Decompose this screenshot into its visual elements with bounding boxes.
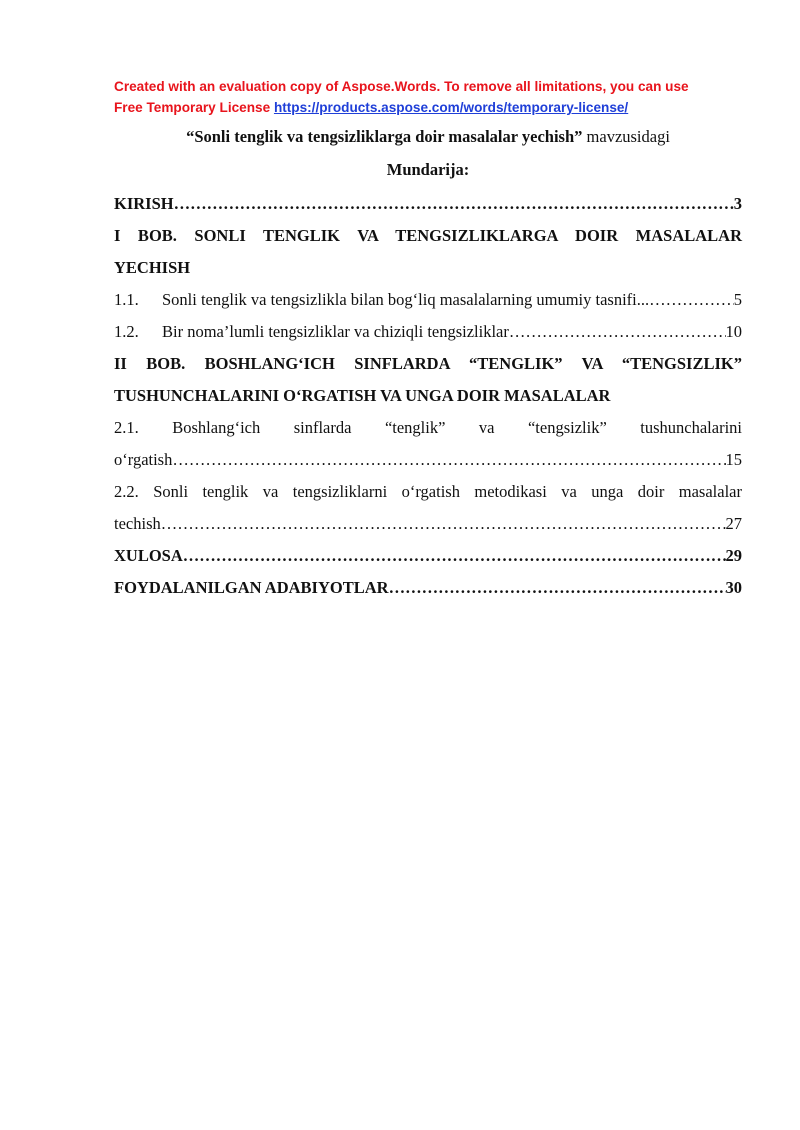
temporary-license-link[interactable]: https://products.aspose.com/words/temporary-license/ bbox=[273, 100, 629, 115]
subject-title: “Sonli tenglik va tengsizliklarga doir masalalar yechish” bbox=[186, 127, 583, 146]
toc-page-number: 10 bbox=[725, 322, 742, 341]
document-page bbox=[114, 76, 742, 604]
toc-section-2-2-line1: 2.2. Sonli tenglik va tengsizliklarni o‘rgatish metodikasi va unga doir masalalar bbox=[114, 482, 742, 501]
toc-section-2-1-line2 bbox=[114, 444, 742, 476]
toc-section-number: 1.1. bbox=[114, 290, 139, 309]
evaluation-notice-line2 bbox=[114, 97, 742, 118]
contents-heading: Mundarija: bbox=[386, 160, 470, 179]
toc-entry-label: Sonli tenglik va tengsizlikla bilan bog‘liq masalalarning umumiy tasnifi... bbox=[162, 290, 650, 309]
toc-dot-leader bbox=[174, 188, 734, 220]
evaluation-notice bbox=[114, 76, 742, 118]
toc-section-number: 1.2. bbox=[114, 322, 139, 341]
toc-entry-label: XULOSA bbox=[114, 546, 183, 565]
toc-entry-section-1-1[interactable] bbox=[114, 284, 742, 316]
toc-dot-leader bbox=[649, 284, 734, 316]
toc-entry-intro[interactable] bbox=[114, 188, 742, 220]
toc-dot-leader bbox=[509, 316, 726, 348]
evaluation-notice-line1: Created with an evaluation copy of Aspose.Words. To remove all limitations, you can use bbox=[114, 79, 689, 94]
toc-page-number: 27 bbox=[725, 514, 742, 533]
toc-entry-label: KIRISH bbox=[114, 194, 174, 213]
subject-line bbox=[114, 126, 742, 148]
toc-dot-leader bbox=[389, 572, 726, 604]
toc-dot-leader bbox=[172, 444, 725, 476]
toc-entry-conclusion[interactable] bbox=[114, 540, 742, 572]
toc-page-number: 15 bbox=[725, 450, 742, 469]
toc-entry-section-1-2[interactable] bbox=[114, 316, 742, 348]
toc-dot-leader bbox=[183, 540, 726, 572]
table-of-contents bbox=[114, 188, 742, 604]
toc-chapter2-line2: TUSHUNCHALARINI O‘RGATISH VA UNGA DOIR MASALALAR bbox=[114, 386, 611, 405]
toc-chapter1-line2: YECHISH bbox=[114, 258, 191, 277]
toc-page-number: 29 bbox=[725, 546, 742, 565]
evaluation-notice-license-text: Free Temporary License bbox=[114, 100, 271, 115]
toc-chapter1-line1: I BOB. SONLI TENGLIK VA TENGSIZLIKLARGA DOIR MASALALAR bbox=[114, 226, 742, 245]
toc-entry-label: Bir noma’lumli tengsizliklar va chiziqli tengsizliklar bbox=[162, 322, 509, 341]
toc-section-2-2-line2 bbox=[114, 508, 742, 540]
toc-dot-leader bbox=[161, 508, 726, 540]
toc-page-number: 5 bbox=[733, 290, 742, 309]
toc-entry-label: o‘rgatish bbox=[114, 450, 173, 469]
toc-entry-label: FOYDALANILGAN ADABIYOTLAR bbox=[114, 578, 389, 597]
toc-entry-section-2-2[interactable] bbox=[114, 476, 742, 540]
toc-entry-references[interactable] bbox=[114, 572, 742, 604]
toc-chapter2-line1: II BOB. BOSHLANG‘ICH SINFLARDA “TENGLIK” VA “TENGSIZLIK” bbox=[114, 354, 742, 373]
toc-entry-chapter1[interactable] bbox=[114, 220, 742, 284]
toc-entry-label: techish bbox=[114, 514, 161, 533]
toc-page-number: 3 bbox=[733, 194, 742, 213]
toc-page-number: 30 bbox=[725, 578, 742, 597]
toc-entry-chapter2[interactable] bbox=[114, 348, 742, 412]
subject-suffix: mavzusidagi bbox=[586, 127, 670, 146]
toc-section-2-1-line1: 2.1. Boshlang‘ich sinflarda “tenglik” va “tengsizlik” tushunchalarini bbox=[114, 418, 742, 437]
toc-entry-section-2-1[interactable] bbox=[114, 412, 742, 476]
